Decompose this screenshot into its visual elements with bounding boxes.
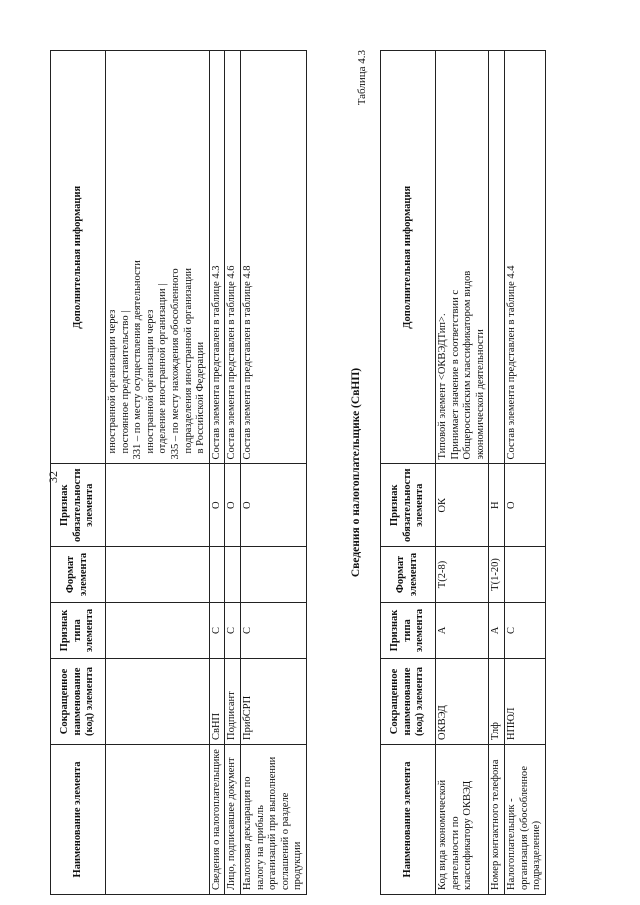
cell-name: Налогоплательщик - организация (обособленное подразделение) xyxy=(504,745,545,895)
cell-type: С xyxy=(225,603,241,659)
cell-info: Состав элемента представлен в таблице 4.8 xyxy=(240,51,306,464)
cell-code xyxy=(106,659,210,745)
cell-name: Номер контактного телефона xyxy=(489,745,505,895)
header-type: Признак типа элемента xyxy=(51,603,106,659)
header-code: Сокращенное наименование (код) элемента xyxy=(381,659,436,745)
table-title: Сведения о налогоплательщике (СвНП) xyxy=(350,367,362,578)
cell-format xyxy=(240,547,306,603)
page-number: 32 xyxy=(46,471,60,483)
table-taxpayer-info xyxy=(380,50,546,895)
header-name: Наименование элемента xyxy=(381,745,436,895)
cell-name xyxy=(106,745,210,895)
info-line: постоянное представительство | xyxy=(119,310,131,454)
info-line: отделение иностранной организации | xyxy=(157,283,169,454)
cell-format xyxy=(106,547,210,603)
rotated-page xyxy=(38,35,598,895)
header-info: Дополнительная информация xyxy=(381,51,436,464)
cell-info: Состав элемента представлен в таблице 4.3 xyxy=(209,51,225,464)
table-elements-continued xyxy=(50,50,307,895)
header-name: Наименование элемента xyxy=(51,745,106,895)
header-required: Признак обязательности элемента xyxy=(381,464,436,547)
header-code: Сокращенное наименование (код) элемента xyxy=(51,659,106,745)
table-row xyxy=(106,51,210,895)
header-format: Формат элемента xyxy=(51,547,106,603)
cell-name: Лицо, подписавшее документ xyxy=(225,745,241,895)
info-line: 335 – по месту нахождения обособленного xyxy=(169,268,181,460)
cell-type: С xyxy=(209,603,225,659)
info-line: Типовой элемент <ОКВЭДТип>. xyxy=(437,313,448,460)
cell-name: Сведения о налогоплательщике xyxy=(209,745,225,895)
cell-code: Подписант xyxy=(225,659,241,745)
cell-code: Тлф xyxy=(489,659,505,745)
info-line: 331 – по месту осуществления деятельности xyxy=(132,260,144,460)
info-line: Принимает значение в соответствии с xyxy=(449,290,461,460)
cell-info xyxy=(489,51,505,464)
cell-required: ОК xyxy=(436,464,489,547)
table-header-row xyxy=(51,51,106,895)
info-line: в Российской Федерации xyxy=(195,341,207,454)
cell-type: С xyxy=(504,603,545,659)
cell-format: Т(2-8) xyxy=(436,547,489,603)
table-header-row xyxy=(381,51,436,895)
cell-format: Т(1-20) xyxy=(489,547,505,603)
cell-code: ОКВЭД xyxy=(436,659,489,745)
cell-required: О xyxy=(209,464,225,547)
cell-type: С xyxy=(240,603,306,659)
cell-format xyxy=(209,547,225,603)
info-line: экономической деятельности xyxy=(474,329,486,460)
cell-format xyxy=(504,547,545,603)
table-label: Таблица 4.3 xyxy=(356,50,368,106)
cell-name: Код вида экономической деятельности по классификатору ОКВЭД xyxy=(436,745,489,895)
table-row xyxy=(209,51,225,895)
cell-required: Н xyxy=(489,464,505,547)
cell-required: О xyxy=(504,464,545,547)
cell-info xyxy=(106,51,210,464)
table-row xyxy=(436,51,489,895)
cell-format xyxy=(225,547,241,603)
cell-code: СвНП xyxy=(209,659,225,745)
cell-info: Состав элемента представлен в таблице 4.6 xyxy=(225,51,241,464)
header-format: Формат элемента xyxy=(381,547,436,603)
cell-info xyxy=(436,51,489,464)
info-line: Общероссийским классификатором видов xyxy=(462,270,474,460)
cell-code: НПЮЛ xyxy=(504,659,545,745)
cell-type: А xyxy=(489,603,505,659)
info-line: иностранной организации через xyxy=(144,309,156,454)
table-row xyxy=(504,51,545,895)
header-info: Дополнительная информация xyxy=(51,51,106,464)
table-row xyxy=(240,51,306,895)
table-row xyxy=(489,51,505,895)
info-line: иностранной организации через xyxy=(107,309,118,454)
cell-info: Состав элемента представлен в таблице 4.4 xyxy=(504,51,545,464)
cell-code: ПрибСРП xyxy=(240,659,306,745)
cell-required xyxy=(106,464,210,547)
table-row xyxy=(225,51,241,895)
cell-name: Налоговая декларация по налогу на прибыль организаций при выполнении соглашений о разделе продукции xyxy=(240,745,306,895)
info-line: подразделения иностранной организации xyxy=(182,267,194,454)
cell-required: О xyxy=(225,464,241,547)
cell-required: О xyxy=(240,464,306,547)
header-type: Признак типа элемента xyxy=(381,603,436,659)
cell-type xyxy=(106,603,210,659)
cell-type: А xyxy=(436,603,489,659)
header-required: Признак обязательности элемента xyxy=(51,464,106,547)
